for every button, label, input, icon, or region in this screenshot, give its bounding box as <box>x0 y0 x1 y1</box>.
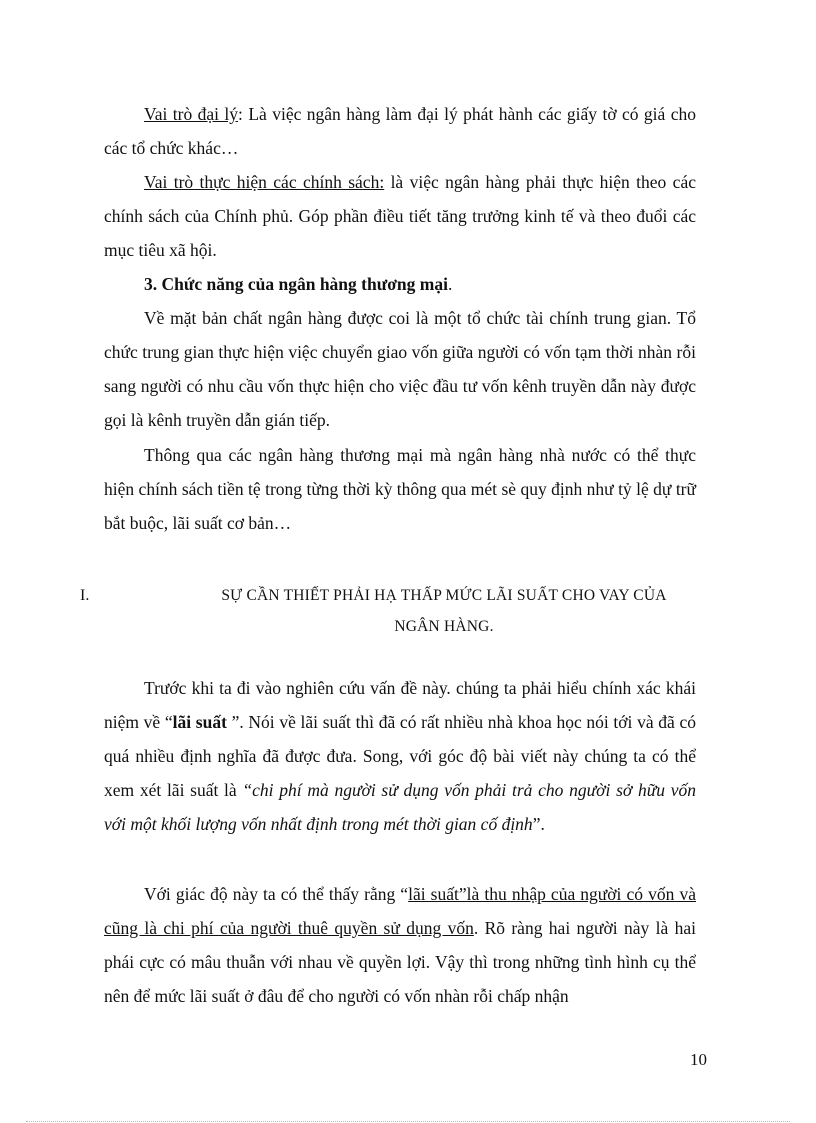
monetary-policy-text: Thông qua các ngân hàng thương mại mà ngân hàng nhà nước có thể thực hiện chính sách tiền tệ trong từng thời kỳ thông qua mét sè quy định như tỷ lệ dự trữ bắt buộc, lãi suất cơ bản… <box>104 445 696 533</box>
section-heading-line-2: NGÂN HÀNG. <box>394 618 494 635</box>
definition-text-a: Trước khi ta đi vào nghiên cứu vấn đề này. chúng ta phải hiểu chính xác khái niệm về “ <box>104 678 696 732</box>
conflict-text-a: Với giác độ này ta có thể thấy rằng “ <box>144 884 409 904</box>
section-number: I. <box>80 587 90 604</box>
subsection-heading-text: 3. Chức năng của ngân hàng thương mại <box>144 274 448 294</box>
agent-role-text: : Là việc ngân hàng làm đại lý phát hành các giấy tờ có giá cho các tổ chức khác… <box>104 104 697 158</box>
page-number: 10 <box>690 1050 707 1069</box>
section-heading-line-1: SỰ CẦN THIẾT PHẢI HẠ THẤP MỨC LÃI SUẤT CHO VAY CỦA <box>221 587 667 604</box>
paragraph-policy-role <box>104 165 696 267</box>
page-bottom-rule <box>26 1121 790 1122</box>
interest-rate-term: lãi suất <box>172 712 227 732</box>
paragraph-monetary-policy <box>104 438 696 540</box>
subsection-heading <box>104 267 696 301</box>
conflict-text-b: . Rõ ràng hai người này là hai phái cực có mâu thuẫn với nhau về quyền lợi. Vậy thì trong những tình hình cụ thể nên để mức lãi suất ở đâu để cho người có vốn nhàn rỗi chấp nhận <box>104 918 696 1006</box>
subsection-heading-tail: . <box>447 274 453 294</box>
policy-role-term: Vai trò thực hiện các chính sách: <box>144 172 385 192</box>
section-heading <box>180 580 708 642</box>
paragraph-agent-role <box>104 97 696 165</box>
conflict-underlined: lãi suất”là thu nhập của người có vốn và cũng là chi phí của người thuê quyền sử dụng vốn <box>104 884 696 938</box>
intermediary-text: Về mặt bản chất ngân hàng được coi là một tổ chức tài chính trung gian. Tổ chức trung gian thực hiện việc chuyển giao vốn giữa người có vốn tạm thời nhàn rỗi sang người có nhu cầu vốn thực hiện cho việc đầu tư vốn kênh truyền dẫn này được gọi là kênh truyền dẫn gián tiếp. <box>104 308 696 430</box>
definition-text-c: ”. <box>532 814 545 834</box>
policy-role-text: là việc ngân hàng phải thực hiện theo các chính sách của Chính phủ. Góp phần điều tiết tăng trưởng kinh tế và theo đuổi các mục tiêu xã hội. <box>104 172 696 260</box>
paragraph-conflict <box>104 877 696 1013</box>
agent-role-term: Vai trò đại lý <box>144 104 239 124</box>
paragraph-intermediary <box>104 301 696 437</box>
definition-text-b: ”. Nói về lãi suất thì đã có rất nhiều nhà khoa học nói tới và đã có quá nhiều định nghĩa đã được đưa. Song, với góc độ bài viết này chúng ta có thể xem xét lãi suất là <box>104 712 696 800</box>
definition-quote: “chi phí mà người sử dụng vốn phải trả cho người sở hữu vốn với một khối lượng vốn nhất định trong mét thời gian cố định <box>104 780 696 834</box>
paragraph-interest-definition <box>104 671 696 841</box>
